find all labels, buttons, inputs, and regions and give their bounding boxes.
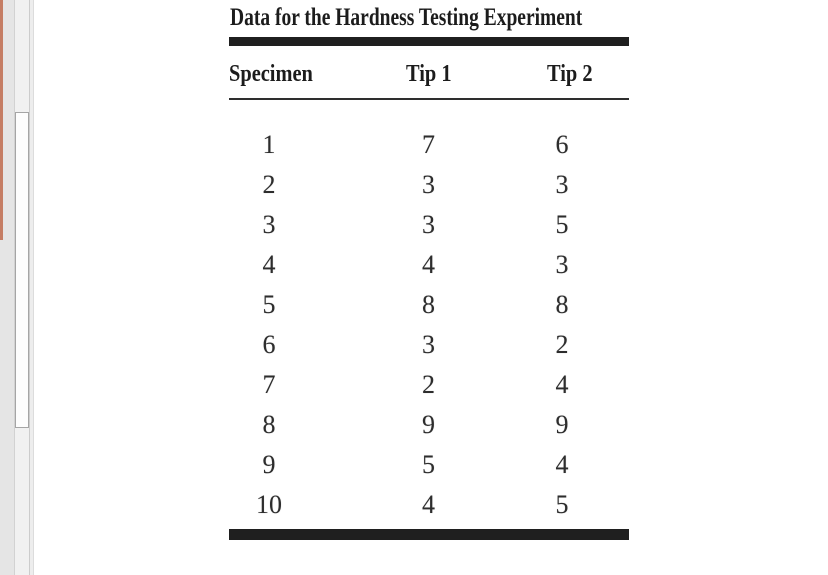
cell-tip2: 3 bbox=[555, 170, 569, 199]
cell-specimen: 4 bbox=[262, 250, 276, 279]
scrollbar-track[interactable] bbox=[14, 0, 30, 575]
accent-strip bbox=[0, 0, 3, 240]
column-header-specimen bbox=[229, 58, 313, 90]
cell-tip1: 9 bbox=[422, 410, 435, 439]
cell-tip2: 2 bbox=[555, 330, 569, 359]
cell-tip1: 5 bbox=[422, 450, 435, 479]
cell-tip1: 4 bbox=[422, 490, 435, 519]
column-header-tip1-label: Tip 1 bbox=[405, 61, 452, 87]
cell-tip1: 4 bbox=[422, 250, 435, 279]
cell-tip1: 2 bbox=[422, 370, 435, 399]
hardness-data-table bbox=[229, 0, 629, 545]
column-header-tip2-label: Tip 2 bbox=[547, 61, 593, 87]
table-row bbox=[229, 405, 629, 445]
header-separator-rule bbox=[229, 98, 629, 100]
left-rail bbox=[0, 0, 33, 575]
cell-tip1: 7 bbox=[422, 130, 435, 159]
document-page bbox=[33, 0, 828, 575]
cell-tip2: 9 bbox=[555, 410, 569, 439]
column-header-tip2 bbox=[543, 58, 629, 90]
cell-tip1: 8 bbox=[422, 290, 435, 319]
table-row bbox=[229, 285, 629, 325]
table-header-row bbox=[229, 58, 629, 90]
cell-specimen: 9 bbox=[262, 450, 276, 479]
cell-tip2: 6 bbox=[555, 130, 569, 159]
scrollbar-thumb[interactable] bbox=[15, 112, 29, 428]
cell-specimen: 8 bbox=[262, 410, 276, 439]
cell-specimen: 7 bbox=[262, 370, 276, 399]
cell-tip1: 3 bbox=[422, 330, 435, 359]
table-row bbox=[229, 325, 629, 365]
table-top-rule bbox=[229, 37, 629, 46]
table-bottom-rule bbox=[229, 529, 629, 540]
table-row bbox=[229, 165, 629, 205]
cell-tip2: 4 bbox=[555, 370, 569, 399]
table-row bbox=[229, 125, 629, 165]
table-title: Data for the Hardness Testing Experiment bbox=[230, 4, 583, 31]
table-body bbox=[229, 125, 629, 525]
cell-tip2: 5 bbox=[555, 210, 569, 239]
cell-tip1: 3 bbox=[422, 210, 435, 239]
table-row bbox=[229, 445, 629, 485]
cell-specimen: 6 bbox=[262, 330, 276, 359]
table-row bbox=[229, 365, 629, 405]
cell-tip2: 8 bbox=[555, 290, 569, 319]
cell-specimen: 3 bbox=[262, 210, 276, 239]
table-row bbox=[229, 205, 629, 245]
table-row bbox=[229, 245, 629, 285]
cell-specimen: 1 bbox=[262, 130, 276, 159]
column-header-specimen-label: Specimen bbox=[229, 61, 313, 87]
cell-tip1: 3 bbox=[422, 170, 435, 199]
column-header-tip1 bbox=[309, 58, 543, 90]
cell-specimen: 5 bbox=[262, 290, 276, 319]
cell-specimen: 10 bbox=[256, 490, 282, 519]
cell-specimen: 2 bbox=[262, 170, 276, 199]
table-row bbox=[229, 485, 629, 525]
cell-tip2: 4 bbox=[555, 450, 569, 479]
cell-tip2: 5 bbox=[555, 490, 569, 519]
cell-tip2: 3 bbox=[555, 250, 569, 279]
